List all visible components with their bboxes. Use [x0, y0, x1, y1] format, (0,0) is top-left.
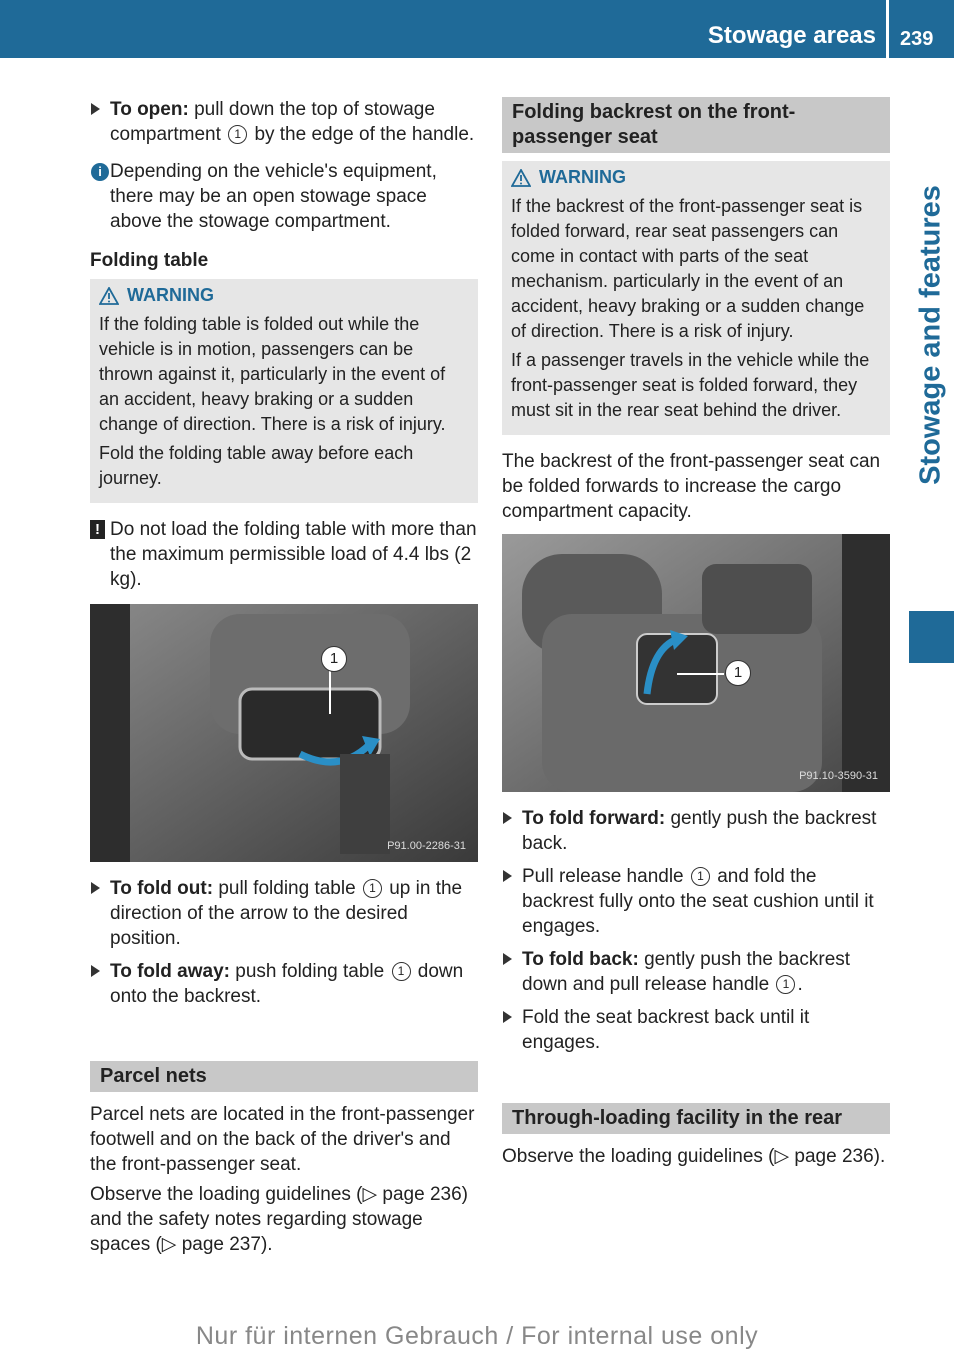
step-text: Pull release handle: [522, 866, 684, 887]
page-number: 239: [900, 28, 934, 50]
warning-box: [90, 279, 478, 503]
step-fold-seat: [502, 1005, 890, 1055]
through-loading-heading: Through-loading facility in the rear: [502, 1103, 890, 1134]
step-arrow-icon: [503, 812, 512, 824]
backrest-photo: [502, 534, 890, 792]
info-icon: i: [91, 163, 109, 181]
info-note: [90, 159, 478, 234]
callout-number: 1: [392, 962, 411, 981]
parcel-nets-heading: Parcel nets: [90, 1061, 478, 1092]
step-arrow-icon: [503, 953, 512, 965]
step-fold-out: [90, 876, 478, 951]
step-fold-away: [90, 959, 478, 1009]
warning-heading: [99, 283, 469, 308]
step-fold-back: [502, 947, 890, 997]
header-divider: [886, 0, 889, 58]
left-column: [90, 97, 478, 1262]
warning-text: If a passenger travels in the vehicle while the front-passenger seat is folded forward, they must sit in the rear seat behind the driver.: [511, 350, 870, 420]
backrest-intro: The backrest of the front-passenger seat can be folded forwards to increase the cargo compartment capacity.: [502, 451, 881, 522]
warning-title: WARNING: [539, 167, 626, 187]
photo-callout-number: 1: [725, 660, 751, 686]
step-text: gently push the backrest down and pull release handle: [522, 949, 851, 995]
step-label: To fold back:: [522, 949, 639, 970]
callout-number: 1: [776, 975, 795, 994]
parcel-nets-guidelines: Observe the loading guidelines (▷ page 236) and the safety notes regarding stowage spaces (▷ page 237).: [90, 1184, 468, 1255]
step-label: To fold forward:: [522, 808, 666, 829]
warning-text: If the folding table is folded out while the vehicle is in motion, passengers can be thrown against it, particularly in the event of an accident, heavy braking or a sudden change of direction. There is a risk of injury.: [99, 314, 446, 434]
warning-title: WARNING: [127, 285, 214, 305]
warning-box: [502, 161, 890, 435]
step-fold-forward: [502, 806, 890, 856]
notice-text: Do not load the folding table with more than the maximum permissible load of 4.4 lbs (2 kg).: [110, 519, 477, 590]
side-tab-label: Stowage and features: [914, 185, 947, 485]
callout-number: 1: [228, 125, 247, 144]
step-text: down onto the backrest.: [110, 961, 464, 1007]
step-text: and fold the backrest fully onto the seat cushion until it engages.: [522, 866, 874, 937]
step-arrow-icon: [91, 882, 100, 894]
step-text: up in the direction of the arrow to the desired position.: [110, 878, 463, 949]
through-loading-text: Observe the loading guidelines (▷ page 236).: [502, 1146, 886, 1167]
warning-triangle-icon: [511, 169, 531, 187]
notice-note: [90, 517, 478, 592]
step-label: To open:: [110, 99, 189, 120]
folding-table-illustration: [90, 604, 478, 862]
side-tab-marker: [909, 611, 954, 663]
step-arrow-icon: [91, 965, 100, 977]
page-header: [0, 0, 954, 58]
folding-table-heading: Folding table: [90, 250, 209, 271]
step-text: .: [797, 974, 803, 995]
step-text: gently push the backrest back.: [522, 808, 877, 854]
photo-reference: P91.00-2286-31: [387, 840, 466, 852]
step-arrow-icon: [91, 103, 100, 115]
backrest-illustration: [502, 534, 890, 792]
warning-heading: [511, 165, 881, 190]
warning-triangle-icon: [99, 287, 119, 305]
step-arrow-icon: [503, 1011, 512, 1023]
step-label: To fold out:: [110, 878, 214, 899]
footer-watermark: Nur für internen Gebrauch / For internal use only: [195, 1322, 759, 1350]
side-tab: [909, 58, 954, 663]
section-title: Stowage areas: [707, 22, 876, 49]
folding-backrest-heading: Folding backrest on the front-passenger seat: [502, 97, 890, 153]
exclamation-icon: !: [90, 520, 105, 539]
step-arrow-icon: [503, 870, 512, 882]
step-text: Fold the seat backrest back until it engages.: [522, 1007, 810, 1053]
parcel-nets-text: Parcel nets are located in the front-passenger footwell and on the back of the driver's and the front-passenger seat.: [90, 1104, 475, 1175]
photo-callout-number: 1: [321, 646, 347, 672]
step-text: by the edge of the handle.: [254, 124, 475, 145]
step-text: pull down the top of stowage compartment: [110, 99, 435, 145]
photo-reference: P91.10-3590-31: [799, 770, 878, 782]
step-text: pull folding table: [218, 878, 356, 899]
callout-number: 1: [363, 879, 382, 898]
step-pull-release: [502, 864, 890, 939]
step-label: To fold away:: [110, 961, 230, 982]
warning-text: Fold the folding table away before each journey.: [99, 443, 414, 488]
step-to-open: [90, 97, 478, 147]
right-column: [502, 97, 890, 1174]
step-text: push folding table: [235, 961, 385, 982]
side-tab-label-wrap: [909, 58, 954, 611]
info-text: Depending on the vehicle's equipment, there may be an open stowage space above the stowage compartment.: [110, 161, 437, 232]
warning-text: If the backrest of the front-passenger seat is folded forward, rear seat passengers can come in contact with parts of the seat mechanism. particularly in the event of an accident, heavy braking or a sudden change of direction. There is a risk of injury.: [511, 196, 865, 341]
callout-number: 1: [691, 867, 710, 886]
folding-table-photo: [90, 604, 478, 862]
